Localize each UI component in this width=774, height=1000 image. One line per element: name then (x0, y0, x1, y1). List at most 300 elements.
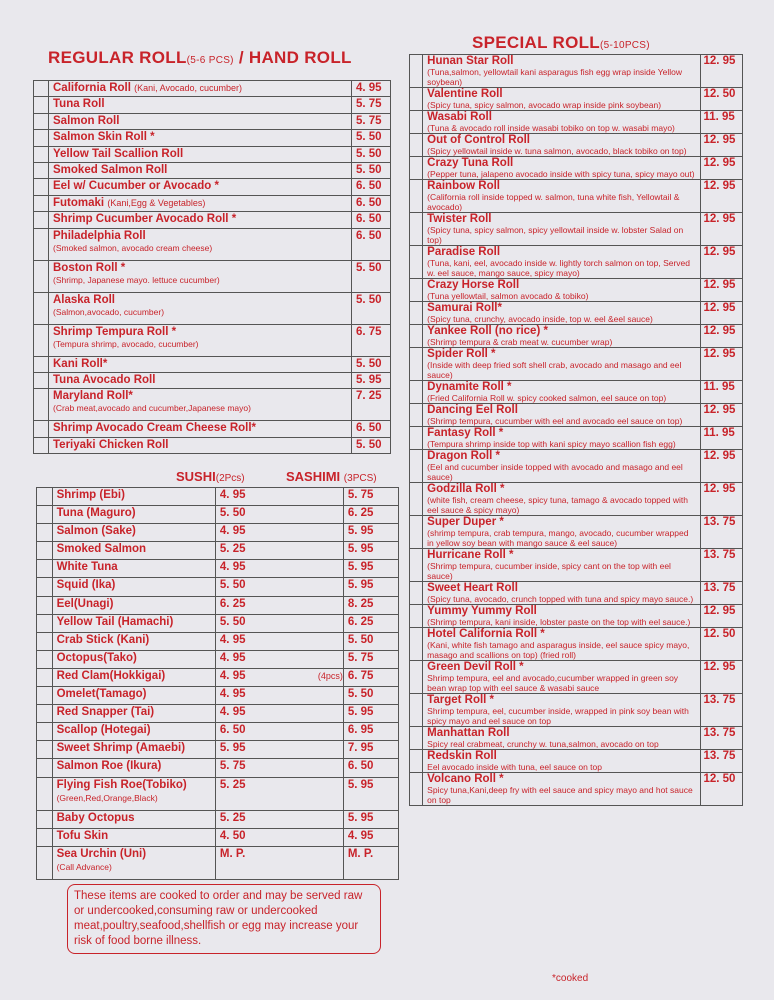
menu-row (37, 488, 399, 506)
sashimi-price: 5. 50 (347, 688, 374, 701)
row-marker (37, 506, 53, 524)
item-price: 4. 95 (352, 81, 391, 97)
menu-row (34, 81, 391, 97)
row-marker (410, 450, 423, 483)
item-cell (52, 705, 215, 723)
item-cell (423, 483, 701, 516)
item-price: 11. 95 (701, 381, 743, 404)
item-name: Crazy Horse Roll (427, 279, 520, 291)
row-marker (410, 348, 423, 381)
row-marker (34, 162, 49, 178)
row-marker (37, 687, 53, 705)
item-name: Sweet Shrimp (Amaebi) (56, 742, 186, 755)
item-cell (52, 650, 215, 668)
item-desc: (Fried California Roll w. spicy cooked salmon, eel sauce on top) (427, 393, 667, 403)
row-marker (37, 524, 53, 542)
sashimi-price: 5. 50 (347, 633, 374, 646)
item-name: Volcano Roll * (427, 773, 504, 785)
item-desc: (Tuna & avocado roll inside wasabi tobiko on top w. wasabi mayo) (427, 123, 675, 133)
menu-row (410, 180, 743, 213)
sashimi-price: 4. 95 (347, 829, 374, 842)
item-cell (52, 524, 215, 542)
item-price: 5. 50 (352, 146, 391, 162)
menu-row (410, 213, 743, 246)
item-name: Tuna (Maguro) (56, 507, 136, 520)
item-name: Omelet(Tamago) (56, 688, 147, 701)
menu-row (410, 325, 743, 348)
item-cell (52, 596, 215, 614)
item-name: Yankee Roll (no rice) * (427, 325, 548, 337)
sushi-price: 4. 95 (215, 687, 343, 705)
item-name: Shrimp Avocado Cream Cheese Roll* (53, 422, 257, 435)
item-desc: (Call Advance) (56, 861, 112, 872)
item-name: Paradise Roll (427, 246, 501, 258)
item-price: 12. 95 (701, 325, 743, 348)
item-name: California Roll (53, 82, 131, 94)
item-name: Octopus(Tako) (56, 651, 137, 664)
item-cell (423, 450, 701, 483)
item-desc: (Green,Red,Orange,Black) (56, 792, 158, 803)
item-name: Maryland Roll* (53, 390, 133, 403)
sushi-price: 5. 95 (215, 741, 343, 759)
item-name: Smoked Salmon Roll (53, 163, 168, 176)
menu-row (34, 228, 391, 260)
row-marker (34, 212, 49, 228)
item-price: 12. 95 (701, 450, 743, 483)
menu-row (34, 356, 391, 372)
menu-row (410, 381, 743, 404)
item-name: Baby Octopus (56, 811, 135, 824)
row-marker (37, 846, 53, 879)
item-price: 13. 75 (701, 694, 743, 727)
menu-row (37, 687, 399, 705)
item-desc: (Spicy tuna, avocado, crunch topped with tuna and spicy mayo sauce.) (427, 594, 694, 604)
row-marker (37, 723, 53, 741)
item-name: Tuna Avocado Roll (53, 373, 156, 386)
item-cell (423, 750, 701, 773)
sashimi-cell (343, 759, 398, 777)
sashimi-cell (343, 687, 398, 705)
item-desc: (shrimp tempura, crab tempura, mango, avocado, cucumber wrapped in yellow soy bean with mango sauce & eel sauce) (427, 528, 689, 548)
row-marker (37, 705, 53, 723)
menu-row (37, 810, 399, 828)
item-name: Dancing Eel Roll (427, 404, 518, 416)
row-marker (410, 661, 423, 694)
item-cell (423, 727, 701, 750)
item-name: Kani Roll* (53, 357, 108, 370)
sushi-table (36, 487, 399, 880)
item-name: Twister Roll (427, 213, 492, 225)
item-cell (49, 179, 352, 195)
item-name: Samurai Roll* (427, 302, 502, 314)
row-marker (34, 81, 49, 97)
menu-row (37, 759, 399, 777)
menu-row (37, 723, 399, 741)
row-marker (34, 195, 49, 211)
row-marker (410, 427, 423, 450)
item-name: Shrimp Cucumber Avocado Roll * (53, 213, 237, 226)
row-marker (37, 614, 53, 632)
sashimi-cell (343, 578, 398, 596)
item-desc: Eel avocado inside with tuna, eel sauce on top (427, 762, 602, 772)
menu-row (410, 516, 743, 549)
item-cell (49, 260, 352, 292)
item-price: 12. 95 (701, 157, 743, 180)
row-marker (410, 773, 423, 806)
item-cell (423, 549, 701, 582)
item-cell (52, 488, 215, 506)
row-marker (37, 650, 53, 668)
row-marker (34, 260, 49, 292)
sashimi-cell (343, 560, 398, 578)
menu-row (37, 596, 399, 614)
item-desc: (Spicy yellowtail inside w. tuna salmon, avocado, black tobiko on top) (427, 146, 687, 156)
item-cell (423, 302, 701, 325)
menu-row (410, 750, 743, 773)
item-cell (52, 632, 215, 650)
item-price: 6. 50 (352, 228, 391, 260)
item-desc: (Inside with deep fried soft shell crab, avocado and masago and eel sauce) (427, 360, 682, 380)
sashimi-cell (343, 542, 398, 560)
menu-row (410, 348, 743, 381)
item-price: 11. 95 (701, 111, 743, 134)
item-price: 12. 95 (701, 605, 743, 628)
row-marker (37, 560, 53, 578)
item-cell (49, 113, 352, 129)
row-marker (410, 302, 423, 325)
item-price: 5. 50 (352, 292, 391, 324)
menu-row (410, 88, 743, 111)
item-name: Target Roll * (427, 694, 495, 706)
item-cell (423, 661, 701, 694)
item-price: 12. 95 (701, 279, 743, 302)
menu-row (34, 162, 391, 178)
item-cell (52, 828, 215, 846)
item-desc: Spicy real crabmeat, crunchy w. tuna,salmon, avocado on top (427, 739, 659, 749)
item-desc: (Tuna,salmon, yellowtail kani asparagus fish egg wrap inside Yellow soybean) (427, 67, 682, 87)
item-price: 13. 75 (701, 582, 743, 605)
item-cell (49, 212, 352, 228)
item-price: 12. 95 (701, 661, 743, 694)
item-cell (52, 578, 215, 596)
menu-row (34, 437, 391, 453)
item-desc: Spicy tuna,Kani,deep fry with eel sauce and spicy mayo and hot sauce on top (427, 785, 693, 805)
menu-row (37, 506, 399, 524)
sushi-price: 4. 50 (215, 828, 343, 846)
row-marker (410, 582, 423, 605)
item-name: Sweet Heart Roll (427, 582, 518, 594)
menu-row (37, 828, 399, 846)
item-cell (52, 846, 215, 879)
item-desc: (Tempura shrimp inside top with kani spicy mayo scallion fish egg) (427, 439, 676, 449)
item-cell (423, 325, 701, 348)
item-price: 5. 75 (352, 97, 391, 113)
sashimi-cell (343, 810, 398, 828)
sashimi-cell (343, 614, 398, 632)
row-marker (410, 325, 423, 348)
item-name: Alaska Roll (53, 293, 115, 306)
sushi-price: 5. 50 (215, 578, 343, 596)
item-price: 6. 75 (352, 324, 391, 356)
item-cell (49, 97, 352, 113)
menu-row (34, 146, 391, 162)
sashimi-price: 5. 75 (347, 489, 374, 501)
item-name: Manhattan Roll (427, 727, 510, 739)
menu-row (37, 614, 399, 632)
item-desc: (Tempura shrimp, avocado, cucumber) (53, 338, 199, 349)
menu-row (34, 421, 391, 437)
menu-row (34, 389, 391, 421)
menu-row (410, 279, 743, 302)
item-price: 12. 50 (701, 773, 743, 806)
item-price: 12. 95 (701, 213, 743, 246)
sushi-price: 5. 75 (215, 759, 343, 777)
item-cell (423, 628, 701, 661)
item-price: 5. 75 (352, 113, 391, 129)
menu-row (34, 113, 391, 129)
item-price: 5. 95 (352, 372, 391, 388)
item-desc: (Tuna yellowtail, salmon avocado & tobiko) (427, 291, 589, 301)
row-marker (37, 828, 53, 846)
sushi-price: 4. 95 (215, 560, 343, 578)
row-marker (34, 179, 49, 195)
menu-row (34, 372, 391, 388)
item-name: Godzilla Roll * (427, 483, 505, 495)
item-cell (423, 582, 701, 605)
row-marker (34, 146, 49, 162)
special-roll-title: SPECIAL ROLL(5-10PCS) (472, 33, 650, 52)
sashimi-note: (4pcs) (317, 670, 343, 681)
row-marker (37, 578, 53, 596)
item-desc: Shrimp tempura, eel and avocado,cucumber wrapped in green soy bean wrap top with eel sauce & wasabi sauce (427, 673, 679, 693)
item-cell (52, 759, 215, 777)
sashimi-cell (343, 777, 398, 810)
item-inline-desc: (Kani,Egg & Vegetables) (107, 197, 206, 208)
row-marker (410, 279, 423, 302)
sashimi-price: 8. 25 (347, 597, 374, 610)
row-marker (34, 324, 49, 356)
item-name: Shrimp (Ebi) (56, 489, 125, 501)
item-price: 7. 25 (352, 389, 391, 421)
item-price: 12. 95 (701, 180, 743, 213)
sashimi-cell (343, 723, 398, 741)
row-marker (410, 134, 423, 157)
item-price: 6. 50 (352, 195, 391, 211)
item-desc: (Shrimp tempura, cucumber inside, spicy cant on the top with eel sauce) (427, 561, 671, 581)
item-price: 6. 50 (352, 421, 391, 437)
item-desc: (Spicy tuna, spicy salmon, avocado wrap inside pink soybean) (427, 100, 662, 110)
row-marker (34, 228, 49, 260)
menu-row (34, 179, 391, 195)
menu-row (410, 111, 743, 134)
row-marker (34, 356, 49, 372)
row-marker (410, 157, 423, 180)
item-price: 13. 75 (701, 516, 743, 549)
sashimi-cell (343, 524, 398, 542)
item-price: 5. 50 (352, 356, 391, 372)
item-price: 5. 50 (352, 437, 391, 453)
item-price: 6. 50 (352, 212, 391, 228)
sashimi-price: 5. 75 (347, 651, 374, 664)
menu-row (410, 55, 743, 88)
item-cell (423, 111, 701, 134)
sashimi-price: 5. 95 (347, 561, 374, 574)
item-desc: (Smoked salmon, avocado cream cheese) (53, 242, 213, 253)
item-name: Wasabi Roll (427, 111, 492, 123)
item-name: Squid (Ika) (56, 579, 116, 592)
row-marker (410, 213, 423, 246)
item-desc: (Pepper tuna, jalapeno avocado inside with spicy tuna, spicy mayo out) (427, 169, 695, 179)
sushi-price: 4. 95 (215, 668, 343, 686)
item-name: Rainbow Roll (427, 180, 500, 192)
sashimi-price: 7. 95 (347, 742, 374, 755)
item-cell (52, 542, 215, 560)
item-cell (52, 810, 215, 828)
item-cell (49, 146, 352, 162)
item-price: 12. 95 (701, 348, 743, 381)
sushi-price: M. P. (215, 846, 343, 879)
health-notice: These items are cooked to order and may be served raw or undercooked,consuming raw or undercooked meat,poultry,seafood,shellfish or egg may increase your risk of food borne illness. (67, 884, 381, 954)
item-name: Boston Roll * (53, 261, 126, 274)
sashimi-cell (343, 650, 398, 668)
item-cell (49, 372, 352, 388)
item-desc: (Tuna, kani, eel, avocado inside w. lightly torch salmon on top, Served w. eel sauce, mango sauce, spicy mayo) (427, 258, 691, 278)
item-name: Yellow Tail (Hamachi) (56, 615, 174, 628)
menu-row (37, 578, 399, 596)
sushi-price: 6. 25 (215, 596, 343, 614)
item-desc: (Shrimp tempura & crab meat w. cucumber wrap) (427, 337, 613, 347)
menu-row (37, 560, 399, 578)
item-cell (423, 213, 701, 246)
item-cell (49, 324, 352, 356)
item-cell (423, 134, 701, 157)
row-marker (410, 516, 423, 549)
item-cell (423, 157, 701, 180)
sashimi-price: 5. 95 (347, 706, 374, 719)
item-price: 12. 95 (701, 134, 743, 157)
menu-row (37, 524, 399, 542)
row-marker (410, 483, 423, 516)
row-marker (34, 97, 49, 113)
sushi-price: 5. 50 (215, 614, 343, 632)
sushi-price: 5. 50 (215, 506, 343, 524)
cooked-note: *cooked (552, 973, 589, 984)
menu-row (34, 195, 391, 211)
item-cell (423, 516, 701, 549)
row-marker (410, 694, 423, 727)
row-marker (410, 727, 423, 750)
item-name: Red Clam(Hokkigai) (56, 669, 166, 682)
item-cell (52, 506, 215, 524)
item-cell (49, 195, 352, 211)
item-cell (52, 560, 215, 578)
item-name: Shrimp Tempura Roll * (53, 325, 177, 338)
item-price: 5. 50 (352, 162, 391, 178)
row-marker (410, 404, 423, 427)
special-roll-table (409, 54, 743, 806)
item-desc: (Shrimp tempura, cucumber with eel and avocado eel sauce on top) (427, 416, 683, 426)
item-name: Salmon Skin Roll * (53, 131, 155, 144)
sashimi-price: 6. 75 (347, 669, 374, 682)
sushi-price: 6. 50 (215, 723, 343, 741)
sushi-price: 5. 25 (215, 777, 343, 810)
row-marker (37, 777, 53, 810)
row-marker (410, 55, 423, 88)
menu-row (410, 427, 743, 450)
menu-row (37, 741, 399, 759)
item-desc: (Kani, white fish tamago and asparagus inside, eel sauce spicy mayo, masago and scallions on top) (fried roll) (427, 640, 690, 660)
row-marker (34, 437, 49, 453)
item-name: Fantasy Roll * (427, 427, 504, 439)
sashimi-price: 5. 95 (347, 579, 374, 592)
sushi-heading: SUSHI(2Pcs) (176, 469, 245, 484)
sushi-price: 4. 95 (215, 488, 343, 506)
item-price: 5. 50 (352, 130, 391, 146)
item-price: 12. 95 (701, 246, 743, 279)
row-marker (34, 421, 49, 437)
sashimi-cell (343, 741, 398, 759)
menu-row (410, 661, 743, 694)
sushi-price: 5. 25 (215, 810, 343, 828)
item-cell (423, 381, 701, 404)
menu-row (410, 727, 743, 750)
row-marker (410, 381, 423, 404)
item-desc: (Crab meat,avocado and cucumber,Japanese mayo) (53, 403, 251, 414)
menu-row (410, 582, 743, 605)
menu-row (410, 450, 743, 483)
menu-row (410, 628, 743, 661)
sashimi-cell (317, 668, 398, 686)
sashimi-cell (343, 506, 398, 524)
item-name: Dragon Roll * (427, 450, 500, 462)
menu-row (37, 777, 399, 810)
menu-row (34, 97, 391, 113)
item-desc: (Salmon,avocado, cucumber) (53, 306, 165, 317)
item-name: Teriyaki Chicken Roll (53, 438, 169, 451)
item-cell (49, 130, 352, 146)
item-price: 12. 95 (701, 404, 743, 427)
item-price: 13. 75 (701, 549, 743, 582)
row-marker (37, 741, 53, 759)
item-name: Crab Stick (Kani) (56, 633, 150, 646)
item-name: Tofu Skin (56, 829, 109, 842)
sashimi-price: 5. 95 (347, 525, 374, 538)
item-price: 5. 50 (352, 260, 391, 292)
row-marker (410, 549, 423, 582)
item-cell (52, 687, 215, 705)
menu-row (410, 483, 743, 516)
row-marker (410, 246, 423, 279)
item-name: Salmon Roll (53, 114, 120, 127)
row-marker (34, 389, 49, 421)
item-desc: (Eel and cucumber inside topped with avocado and masago and eel sauce) (427, 462, 683, 482)
sashimi-price: 6. 95 (347, 724, 374, 737)
sashimi-cell (343, 846, 398, 879)
item-name: Yummy Yummy Roll (427, 605, 537, 617)
sashimi-price: M. P. (347, 847, 374, 860)
item-inline-desc: (Kani, Avocado, cucumber) (134, 83, 243, 93)
item-cell (52, 777, 215, 810)
item-desc: (Shrimp tempura, kani inside, lobster paste on the top with eel sauce.) (427, 617, 691, 627)
item-cell (423, 427, 701, 450)
item-cell (423, 404, 701, 427)
item-cell (49, 437, 352, 453)
item-name: Scallop (Hotegai) (56, 724, 151, 737)
item-name: Red Snapper (Tai) (56, 706, 155, 719)
item-cell (52, 614, 215, 632)
sushi-price: 4. 95 (215, 705, 343, 723)
item-name: Super Duper * (427, 516, 504, 528)
